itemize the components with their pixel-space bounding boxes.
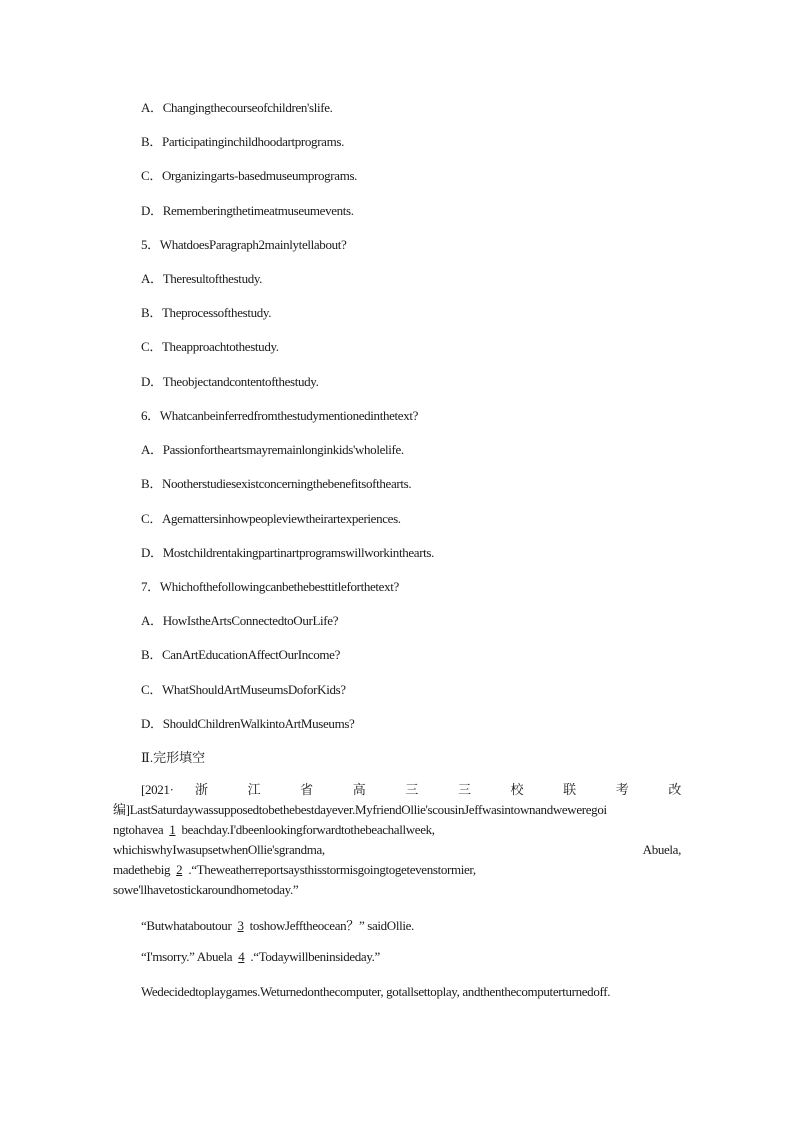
q7-question: 7．Whichofthefollowingcanbethebesttitleforthetext?	[141, 579, 399, 594]
q6-option-d: D．Mostchildrentakingpartinartprogramswillworkinthearts.	[141, 545, 435, 560]
q4-option-b: B．Participatinginchildhoodartprograms.	[141, 134, 344, 149]
q5-option-d: D．Theobjectandcontentofthestudy.	[141, 374, 319, 389]
q6-option-c: C．Agemattersinhowpeopleviewtheirartexperiences.	[141, 511, 401, 526]
blank-2: 2	[176, 862, 183, 877]
blank-1: 1	[169, 822, 176, 837]
q6-question: 6．Whatcanbeinferredfromthestudymentionedinthetext?	[141, 408, 419, 423]
q7-option-b: B．CanArtEducationAffectOurIncome?	[141, 647, 341, 662]
source-line: [2021· 浙 江 省 高 三 三 校 联 考 改	[141, 782, 681, 797]
q4-option-c: C．Organizingarts-basedmuseumprograms.	[141, 168, 358, 183]
cloze-line-3: ngtohavea 1 beachday.I'dbeenlookingforwardtothebeachallweek,	[113, 822, 435, 837]
q5-option-c: C．Theapproachtothestudy.	[141, 339, 279, 354]
cloze-line-5: madethebig 2 .“Theweatherreportsaysthisstormisgoingtogetevenstormier,	[113, 862, 476, 877]
cloze-paragraph-1	[113, 780, 681, 900]
cloze-line-6: sowe'llhavetostickaroundhometoday.”	[113, 882, 299, 897]
q7-option-c: C．WhatShouldArtMuseumsDoforKids?	[141, 682, 346, 697]
q4-option-a: A．Changingthecourseofchildren'slife.	[141, 100, 333, 115]
q4-option-d: D．Rememberingthetimeatmuseumevents.	[141, 203, 354, 218]
cloze-paragraph-4: Wedecidedtoplaygames.Weturnedonthecomputer, gotallsettoplay, andthenthecomputerturnedoff.	[141, 984, 611, 999]
q7-option-d: D．ShouldChildrenWalkintoArtMuseums?	[141, 716, 355, 731]
cloze-paragraph-3: “I'msorry.” Abuela 4 .“Todaywillbeninsideday.”	[141, 949, 380, 964]
cloze-paragraph-2: “Butwhataboutour 3 toshowJefftheocean？” saidOllie.	[141, 918, 414, 933]
q5-option-a: A．Theresultofthestudy.	[141, 271, 263, 286]
section-title: Ⅱ.完形填空	[141, 750, 206, 765]
q6-option-b: B．Nootherstudiesexistconcerningthebenefitsofthearts.	[141, 476, 412, 491]
blank-4: 4	[238, 949, 245, 964]
q7-option-a: A．HowIstheArtsConnectedtoOurLife?	[141, 613, 339, 628]
q5-option-b: B．Theprocessofthestudy.	[141, 305, 272, 320]
cloze-line-4: whichiswhyIwasupsetwhenOllie'sgrandma, Abuela,	[113, 842, 681, 857]
cloze-line-2: 编]LastSaturdaywassupposedtobethebestdayever.MyfriendOllie'scousinJeffwasintownandweweregoi	[113, 802, 607, 817]
q5-question: 5．WhatdoesParagraph2mainlytellabout?	[141, 237, 347, 252]
blank-3: 3	[237, 918, 244, 933]
q6-option-a: A．Passionfortheartsmayremainlonginkids'wholelife.	[141, 442, 404, 457]
